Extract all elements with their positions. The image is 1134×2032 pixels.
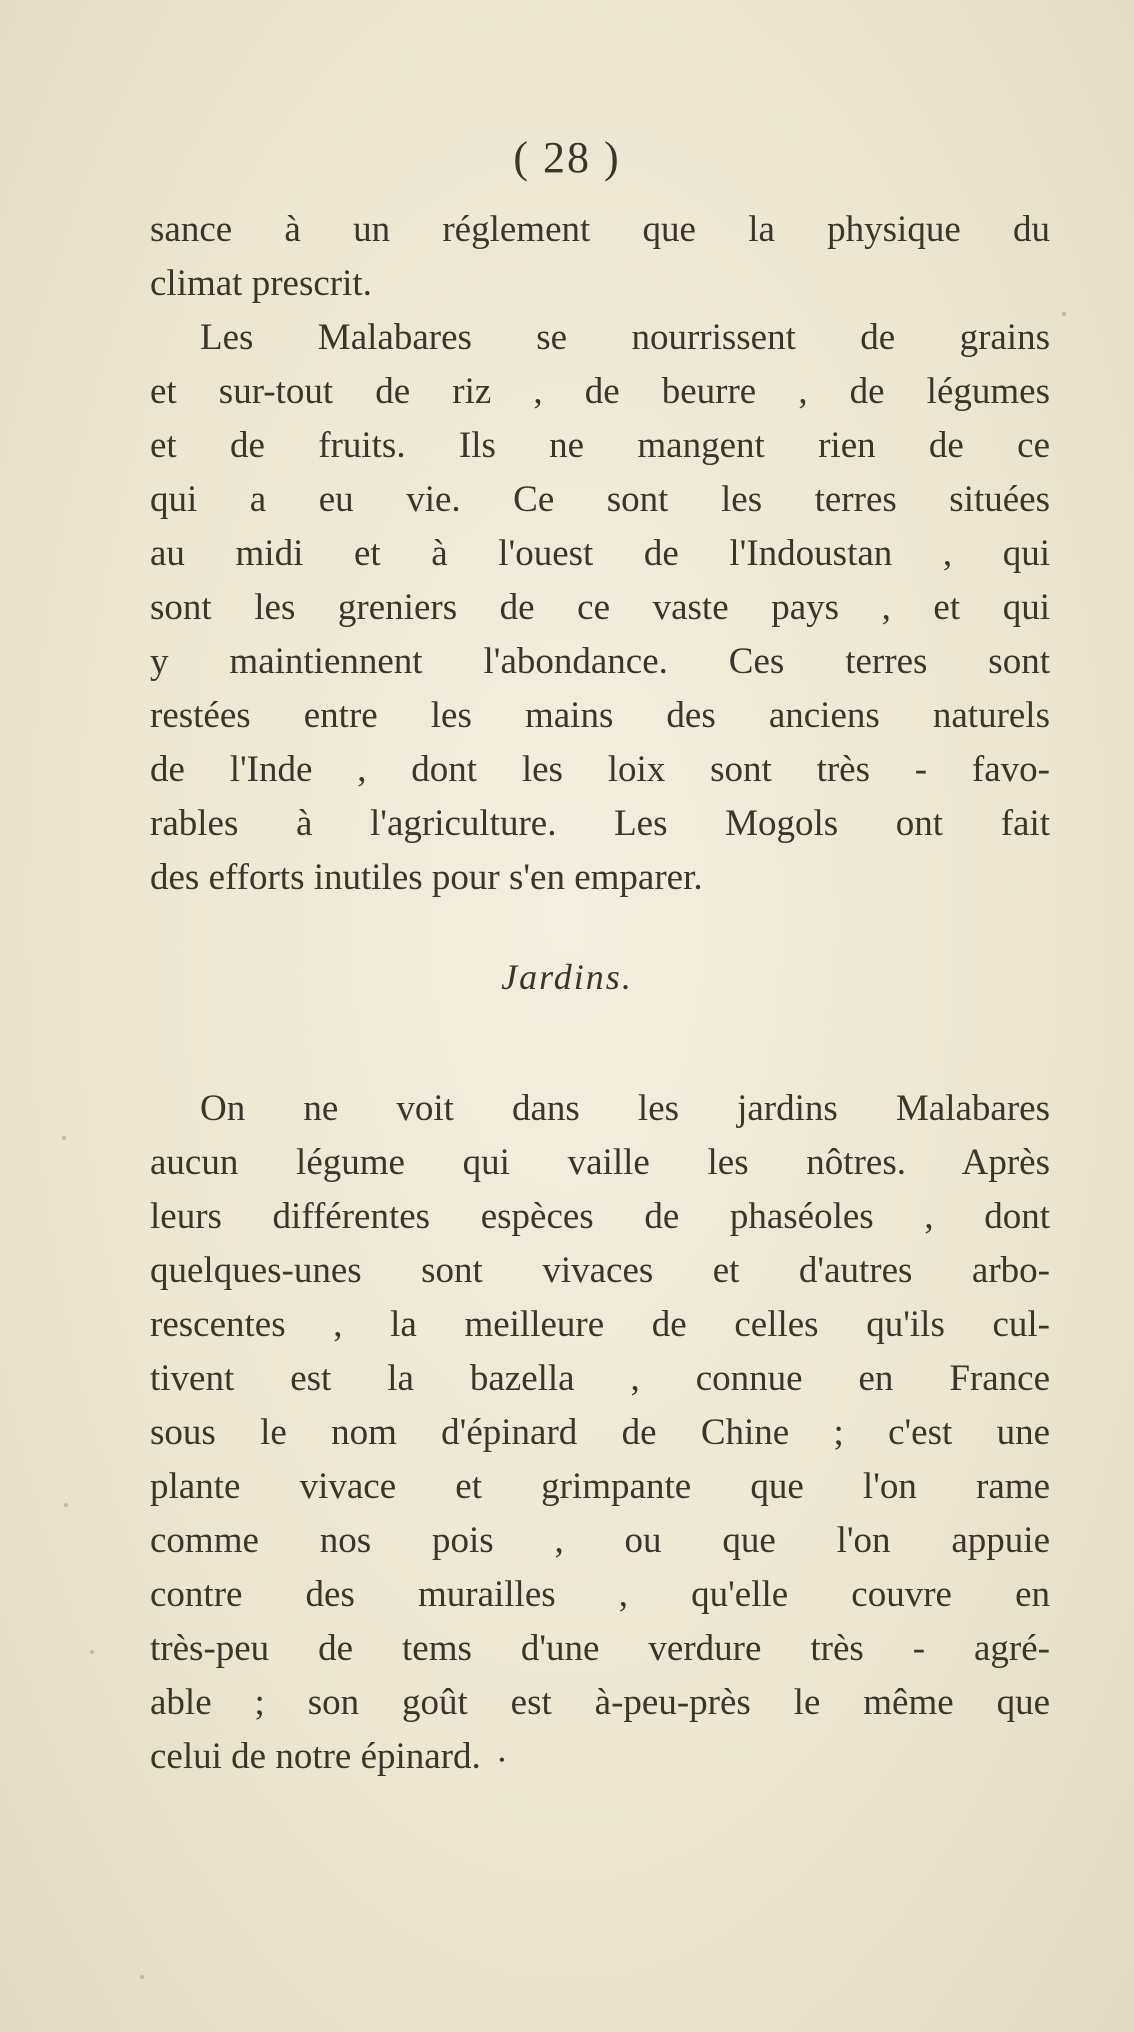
end-mark: • (498, 1749, 506, 1770)
text-line: comme nos pois , ou que l'on appuie (150, 1520, 1050, 1561)
paper-speck (140, 1975, 144, 1979)
text-line: leurs différentes espèces de phaséoles , dont (150, 1196, 1050, 1237)
text-line: contre des murailles , qu'elle couvre en (150, 1574, 1050, 1615)
text-line-final-content: celui de notre épinard. (150, 1736, 481, 1777)
text-line: Les Malabares se nourrissent de grains (200, 317, 1050, 358)
text-line: au midi et à l'ouest de l'Indoustan , qui (150, 533, 1050, 574)
paper-speck (90, 1650, 94, 1654)
paper-speck (64, 1503, 68, 1507)
text-line: sance à un réglement que la physique du (150, 209, 1050, 250)
text-line: rables à l'agriculture. Les Mogols ont fait (150, 803, 1050, 844)
text-line: On ne voit dans les jardins Malabares (200, 1088, 1050, 1129)
text-line: tivent est la bazella , connue en France (150, 1358, 1050, 1399)
text-line: et de fruits. Ils ne mangent rien de ce (150, 425, 1050, 466)
text-line: able ; son goût est à-peu-près le même que (150, 1682, 1050, 1723)
text-line: sont les greniers de ce vaste pays , et qui (150, 587, 1050, 628)
paragraph-malabar-diet (150, 311, 1050, 905)
paper-speck (1062, 312, 1066, 316)
text-line: des efforts inutiles pour s'en emparer. (150, 857, 703, 898)
paper-speck (62, 1136, 66, 1140)
text-line: rescentes , la meilleure de celles qu'ils cul- (150, 1304, 1050, 1345)
text-line: très-peu de tems d'une verdure très - agré- (150, 1628, 1050, 1669)
section-heading: Jardins. (501, 957, 633, 997)
text-line-final (150, 1730, 1050, 1784)
text-line: sous le nom d'épinard de Chine ; c'est une (150, 1412, 1050, 1453)
text-line: quelques-unes sont vivaces et d'autres arbo- (150, 1250, 1050, 1291)
text-line: plante vivace et grimpante que l'on rame (150, 1466, 1050, 1507)
paragraph-gardens (150, 1082, 1050, 1784)
text-line: qui a eu vie. Ce sont les terres situées (150, 479, 1050, 520)
text-line: restées entre les mains des anciens naturels (150, 695, 1050, 736)
page-number: ( 28 ) (513, 133, 621, 182)
text-line: et sur-tout de riz , de beurre , de légumes (150, 371, 1050, 412)
text-line: y maintiennent l'abondance. Ces terres sont (150, 641, 1050, 682)
text-line: aucun légume qui vaille les nôtres. Après (150, 1142, 1050, 1183)
text-line: climat prescrit. (150, 263, 372, 304)
paragraph-continuation (150, 203, 1050, 311)
text-line: de l'Inde , dont les loix sont très - favo- (150, 749, 1050, 790)
